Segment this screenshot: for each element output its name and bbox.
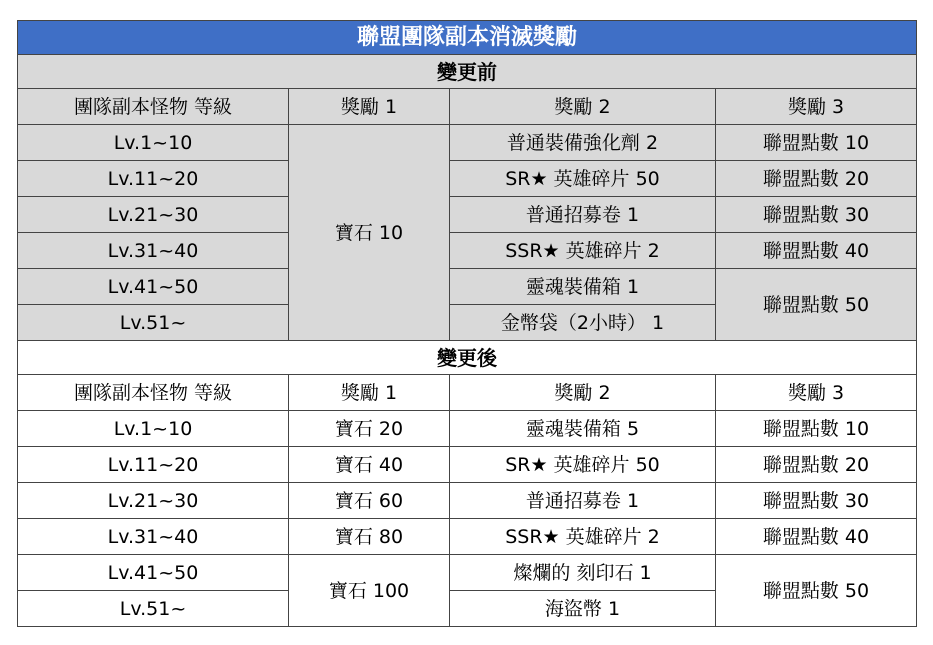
table-row: [18, 519, 917, 555]
column-header-reward1: 獎勵 1: [289, 375, 450, 411]
section-heading-before: 變更前: [18, 55, 917, 89]
column-header-reward2: 獎勵 2: [450, 375, 716, 411]
level-cell: Lv.11~20: [18, 447, 289, 483]
reward3-cell: 聯盟點數 20: [716, 161, 917, 197]
reward2-cell: 燦爛的 刻印石 1: [450, 555, 716, 591]
table-row: [18, 447, 917, 483]
table-row: [18, 197, 917, 233]
table-row: [18, 233, 917, 269]
reward3-cell: 聯盟點數 10: [716, 125, 917, 161]
level-cell: Lv.41~50: [18, 555, 289, 591]
reward3-cell: 聯盟點數 10: [716, 411, 917, 447]
reward2-cell: SSR★ 英雄碎片 2: [450, 519, 716, 555]
reward2-cell: 普通招募卷 1: [450, 483, 716, 519]
reward2-cell: SSR★ 英雄碎片 2: [450, 233, 716, 269]
column-header-level: 團隊副本怪物 等級: [18, 89, 289, 125]
reward1-merged-cell: 寶石 100: [289, 555, 450, 627]
section-heading-after: 變更後: [18, 341, 917, 375]
column-header-reward3: 獎勵 3: [716, 375, 917, 411]
reward1-cell: 寶石 20: [289, 411, 450, 447]
level-cell: Lv.51~: [18, 591, 289, 627]
reward2-cell: 普通裝備強化劑 2: [450, 125, 716, 161]
reward3-cell: 聯盟點數 20: [716, 447, 917, 483]
reward1-cell: 寶石 60: [289, 483, 450, 519]
table-row: [18, 555, 917, 591]
column-header-level: 團隊副本怪物 等級: [18, 375, 289, 411]
reward3-cell: 聯盟點數 40: [716, 519, 917, 555]
level-cell: Lv.51~: [18, 305, 289, 341]
reward2-cell: SR★ 英雄碎片 50: [450, 447, 716, 483]
level-cell: Lv.11~20: [18, 161, 289, 197]
level-cell: Lv.21~30: [18, 197, 289, 233]
level-cell: Lv.31~40: [18, 233, 289, 269]
header-row-before: [18, 89, 917, 125]
level-cell: Lv.1~10: [18, 411, 289, 447]
reward1-cell: 寶石 40: [289, 447, 450, 483]
rewards-table: [17, 20, 917, 627]
level-cell: Lv.41~50: [18, 269, 289, 305]
reward2-cell: 海盜幣 1: [450, 591, 716, 627]
table-row: [18, 483, 917, 519]
reward1-cell: 寶石 80: [289, 519, 450, 555]
reward2-cell: SR★ 英雄碎片 50: [450, 161, 716, 197]
reward3-cell: 聯盟點數 30: [716, 483, 917, 519]
column-header-reward2: 獎勵 2: [450, 89, 716, 125]
level-cell: Lv.21~30: [18, 483, 289, 519]
table-row: [18, 411, 917, 447]
reward2-cell: 普通招募卷 1: [450, 197, 716, 233]
reward1-merged-cell: 寶石 10: [289, 125, 450, 341]
table-row: [18, 161, 917, 197]
reward3-merged-cell: 聯盟點數 50: [716, 269, 917, 341]
reward3-cell: 聯盟點數 40: [716, 233, 917, 269]
reward3-merged-cell: 聯盟點數 50: [716, 555, 917, 627]
reward2-cell: 金幣袋（2小時） 1: [450, 305, 716, 341]
table-row: [18, 269, 917, 305]
level-cell: Lv.31~40: [18, 519, 289, 555]
header-row-after: [18, 375, 917, 411]
level-cell: Lv.1~10: [18, 125, 289, 161]
reward2-cell: 靈魂裝備箱 5: [450, 411, 716, 447]
column-header-reward3: 獎勵 3: [716, 89, 917, 125]
table-title: 聯盟團隊副本消滅獎勵: [18, 21, 917, 55]
column-header-reward1: 獎勵 1: [289, 89, 450, 125]
table-row: [18, 125, 917, 161]
reward3-cell: 聯盟點數 30: [716, 197, 917, 233]
reward2-cell: 靈魂裝備箱 1: [450, 269, 716, 305]
